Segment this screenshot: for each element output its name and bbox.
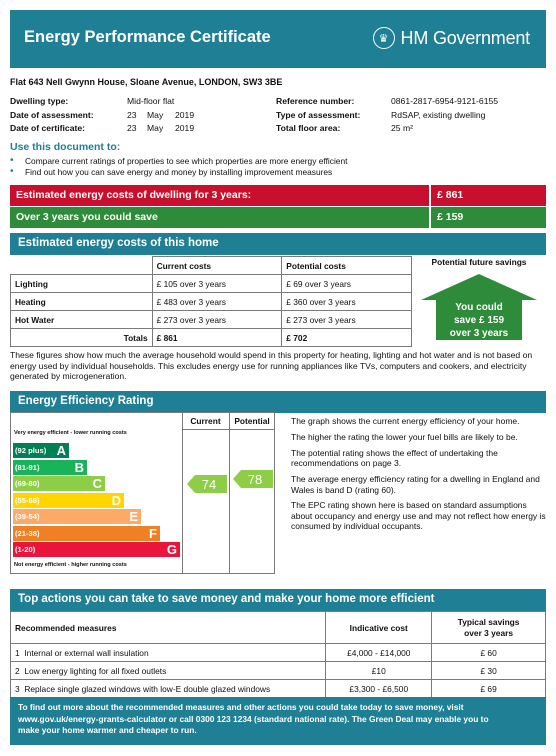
costs-section-heading: Estimated energy costs of this home [10, 233, 546, 255]
band-letter: G [166, 542, 177, 557]
col-savings-line-1: Typical savings [457, 617, 520, 627]
footer-line-3: make your home warmer and cheaper to run. [18, 725, 197, 736]
band-letter: A [56, 443, 66, 458]
col-future-savings: Potential future savings [431, 257, 527, 267]
inefficient-note: Not energy efficient - higher running costs [14, 562, 127, 568]
rating-band-f [13, 526, 160, 541]
energy-costs-table [10, 256, 412, 347]
col-current-rating: Current [190, 416, 221, 426]
band-range: (81-91) [15, 462, 40, 472]
savings-label: Over 3 years you could save [16, 211, 158, 223]
measure-cost: £10 [326, 662, 432, 680]
current-cost: £ 273 over 3 years [152, 311, 282, 329]
date-certificate-day: 23 [127, 123, 137, 133]
current-rating-value: 74 [201, 477, 217, 492]
band-letter: B [74, 459, 84, 475]
table-header-blank [11, 257, 153, 275]
reference-value: 0861-2817-6954-9121-6155 [391, 96, 499, 106]
date-assessment-month: May [147, 109, 164, 120]
current-cost: £ 483 over 3 years [152, 293, 282, 311]
band-letter: E [129, 509, 138, 524]
certificate-details [10, 96, 546, 137]
band-range: (1-20) [15, 545, 36, 554]
potential-cost: £ 69 over 3 years [282, 275, 412, 293]
band-range: (21-38) [15, 528, 40, 538]
footer-info [10, 697, 546, 745]
header-banner [10, 10, 546, 68]
current-cost: £ 105 over 3 years [152, 275, 282, 293]
list-item: • Find out how you can save energy and money by installing improvement measures [10, 167, 347, 178]
savings-value: £ 159 [429, 207, 546, 228]
measure-saving: £ 69 [432, 680, 546, 698]
band-range: (39-54) [15, 512, 40, 521]
eer-paragraph: The graph shows the current energy efficiency of your home. [291, 416, 520, 426]
estimated-cost-label: Estimated energy costs of dwelling for 3 years: [16, 189, 252, 201]
actions-section-heading: Top actions you can take to save money and make your home more efficient [10, 589, 546, 611]
measure-cell [11, 644, 326, 662]
table-header-row [11, 612, 546, 644]
table-header-row [11, 257, 412, 275]
totals-row [11, 329, 412, 347]
table-row [11, 680, 546, 698]
col-typical-savings [432, 612, 546, 644]
row-label: Lighting [11, 275, 153, 293]
measure-cost: £3,300 - £6,500 [326, 680, 432, 698]
measure-text: Internal or external wall insulation [24, 647, 149, 658]
rating-band-g [13, 542, 180, 557]
hm-government-label: HM Government [400, 27, 530, 48]
table-row [11, 662, 546, 680]
footer-line-1: To find out more about the recommended measures and other actions you could take today to save money, visit [18, 702, 464, 712]
measure-cell [11, 662, 326, 680]
potential-rating-value: 78 [247, 472, 263, 487]
eer-paragraph: The higher the rating the lower your fuel bills are likely to be. [291, 431, 518, 442]
estimated-cost-bar [10, 185, 546, 206]
footer-text: (standard national rate). The Green Deal may enable you to [251, 713, 489, 724]
measure-saving: £ 60 [432, 644, 546, 662]
rating-band-a [13, 443, 69, 458]
band-range: (69-80) [15, 479, 40, 488]
potential-cost: £ 273 over 3 years [282, 311, 412, 329]
col-potential-rating: Potential [234, 416, 270, 426]
totals-label: Totals [11, 329, 153, 347]
page-title: Energy Performance Certificate [24, 28, 271, 46]
measure-cost: £4,000 - £14,000 [326, 644, 432, 662]
eer-paragraph: The EPC rating shown here is based on standard assumptions about occupancy and energy use and may not reflect how energy is consumed by individual occupants. [291, 500, 546, 532]
date-assessment-label: Date of assessment: [10, 109, 94, 120]
floor-area-label: Total floor area: [276, 123, 341, 133]
property-address: Flat 643 Nell Gwynn House, Sloane Avenue, LONDON, SW3 3BE [10, 77, 283, 87]
table-row [11, 275, 412, 293]
rating-band-d [13, 493, 124, 508]
measure-number: 2 [15, 665, 20, 676]
costs-explanation: These figures show how much the average household would spend in this property for heating, lighting and hot water and is not based on energy used by individual households. This excludes energy use for running appliances like TVs, computers and cookers, and electricity generated by microgeneration. [10, 350, 533, 381]
date-assessment-year: 2019 [175, 109, 195, 120]
recommended-actions-table [10, 611, 546, 698]
current-rating-marker [187, 475, 227, 493]
footer-phone[interactable]: 0300 123 1234 [195, 713, 252, 724]
date-certificate-month: May [147, 123, 164, 133]
estimated-cost-value: £ 861 [429, 185, 546, 206]
reference-label: Reference number: [276, 96, 355, 106]
eer-section-heading: Energy Efficiency Rating [10, 391, 546, 413]
row-label: Hot Water [11, 311, 153, 329]
col-measures: Recommended measures [11, 612, 326, 644]
total-potential: £ 702 [282, 329, 412, 347]
measure-text: Replace single glazed windows with low-E double glazed windows [24, 683, 271, 694]
band-letter: D [111, 492, 121, 508]
table-row [11, 644, 546, 662]
chart-divider [182, 429, 275, 430]
potential-rating-marker [233, 470, 273, 488]
measure-saving: £ 30 [432, 662, 546, 680]
rating-band-b [13, 460, 87, 475]
savings-line-2: save £ 159 [453, 315, 505, 326]
footer-line-2 [18, 714, 538, 726]
eer-paragraph: The potential rating shows the effect of undertaking the recommendations on page 3. [291, 447, 498, 469]
date-certificate-label: Date of certificate: [10, 123, 85, 133]
col-potential-costs: Potential costs [282, 257, 412, 275]
band-range: (55-68) [15, 495, 40, 505]
royal-crest-icon: ♛ [373, 27, 395, 49]
col-current-costs: Current costs [152, 257, 282, 275]
savings-bar [10, 207, 546, 228]
eer-paragraph: The average energy efficiency rating for a dwelling in England and Wales is band D (rating 60). [291, 474, 540, 495]
band-letter: F [149, 525, 157, 541]
table-row [11, 293, 412, 311]
band-letter: C [92, 476, 102, 491]
rating-band-c [13, 476, 105, 491]
measure-number: 3 [15, 683, 20, 694]
use-document-heading: Use this document to: [10, 141, 121, 153]
use-document-list [10, 156, 347, 178]
measure-text: Low energy lighting for all fixed outlets [24, 665, 167, 676]
footer-link[interactable]: www.gov.uk/energy-grants-calculator or call [18, 713, 196, 724]
measure-cell [11, 680, 326, 698]
measure-number: 1 [15, 647, 20, 658]
efficient-note: Very energy efficient - lower running costs [14, 430, 127, 436]
savings-line-3: over 3 years [449, 328, 509, 339]
energy-rating-chart [10, 412, 275, 574]
date-certificate-year: 2019 [175, 123, 195, 133]
potential-cost: £ 360 over 3 years [282, 293, 412, 311]
type-assessment-value: RdSAP, existing dwelling [391, 109, 486, 120]
date-assessment-day: 23 [127, 109, 137, 120]
band-range: (92 plus) [15, 446, 47, 455]
rating-band-e [13, 509, 141, 524]
col-indicative-cost: Indicative cost [326, 612, 432, 644]
dwelling-type-label: Dwelling type: [10, 96, 69, 106]
savings-line-1: You could [455, 302, 503, 313]
row-label: Heating [11, 293, 153, 311]
total-current: £ 861 [152, 329, 282, 347]
savings-arrow [419, 272, 539, 342]
eer-explanation [291, 416, 546, 537]
chart-divider [229, 413, 230, 573]
chart-divider [182, 413, 183, 573]
type-assessment-label: Type of assessment: [276, 109, 361, 120]
col-savings-line-2: over 3 years [464, 627, 514, 638]
dwelling-type-value: Mid-floor flat [127, 96, 175, 106]
table-row [11, 311, 412, 329]
floor-area-value: 25 m² [391, 123, 413, 133]
hm-government-logo [373, 26, 530, 50]
list-item: • Compare current ratings of properties to see which properties are more energy efficient [10, 156, 347, 167]
